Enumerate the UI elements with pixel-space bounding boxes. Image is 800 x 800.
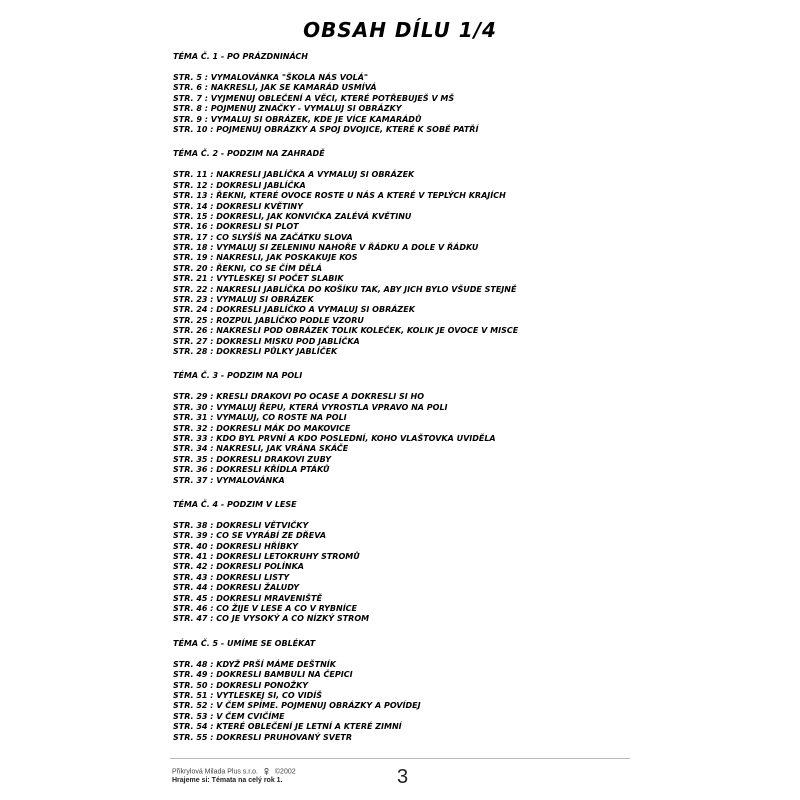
section-4 (173, 500, 643, 625)
section-topic: TÉMA Č. 1 - PO PRÁZDNINÁCH (173, 52, 308, 61)
section-topic: TÉMA Č. 5 - UMÍME SE OBLÉKAT (173, 638, 316, 648)
copyright-year: ©2002 (274, 768, 296, 776)
section-1 (173, 52, 643, 135)
toc-entry: STR. 46 : CO ŽIJE V LESE A CO V RYBNÍCE (173, 604, 357, 614)
toc-entry: STR. 33 : KDO BYL PRVNÍ A KDO POSLEDNÍ, KOHO VLAŠTOVKA UVIDĚLA (173, 433, 496, 443)
toc-entry: STR. 5 : VYMALOVÁNKA "ŠKOLA NÁS VOLÁ" (173, 73, 369, 82)
toc-entry: STR. 20 : ŘEKNI, CO SE ČÍM DĚLÁ (173, 263, 323, 273)
toc-entry: STR. 27 : DOKRESLI MISKU POD JABLÍČKA (173, 336, 360, 346)
page-title: OBSAH DÍLU 1/4 (303, 18, 497, 42)
book-title: Hrajeme si: Témata na celý rok 1. (172, 777, 283, 785)
toc-entry: STR. 49 : DOKRESLI BAMBULI NA ČEPICI (173, 670, 353, 680)
toc-entry: STR. 11 : NAKRESLI JABLÍČKA A VYMALUJ SI OBRÁZEK (173, 170, 415, 180)
toc-entry: STR. 50 : DOKRESLI PONOŽKY (173, 680, 309, 690)
toc-entry: STR. 36 : DOKRESLI KŘÍDLA PTÁKŮ (173, 465, 330, 475)
toc-entry: STR. 28 : DOKRESLI PŮLKY JABLÍČEK (173, 346, 338, 356)
publisher-logo-icon (262, 767, 271, 776)
toc-entry: STR. 32 : DOKRESLI MÁK DO MAKOVICE (173, 423, 351, 433)
toc-entry: STR. 43 : DOKRESLI LISTY (173, 572, 290, 582)
toc-entry: STR. 53 : V ČEM CVIČÍME (173, 711, 285, 721)
toc-entry: STR. 35 : DOKRESLI DRAKOVI ZUBY (173, 454, 332, 464)
toc-entry: STR. 40 : DOKRESLI HŘÍBKY (173, 541, 299, 551)
toc-entry: STR. 24 : DOKRESLI JABLÍČKO A VYMALUJ SI OBRÁZEK (173, 305, 415, 315)
footer-credits (172, 767, 296, 785)
toc-entry: STR. 48 : KDYŽ PRŠÍ MÁME DEŠTNÍK (173, 659, 336, 669)
toc-entry: STR. 34 : NAKRESLI, JAK VRÁNA SKÁČE (173, 444, 349, 454)
toc-entry: STR. 31 : VYMALUJ, CO ROSTE NA POLI (173, 413, 347, 423)
toc-entry: STR. 14 : DOKRESLI KVĚTINY (173, 201, 303, 211)
toc-entry: STR. 52 : V ČEM SPÍME. POJMENUJ OBRÁZKY A POVÍDEJ (173, 701, 421, 711)
toc-entry: STR. 26 : NAKRESLI POD OBRÁZEK TOLIK KOLEČEK, KOLIK JE OVOCE V MISCE (173, 326, 519, 336)
publisher-name: Přikrylová Milada Plus s.r.o. (172, 768, 258, 776)
toc-entry: STR. 38 : DOKRESLI VĚTVIČKY (173, 520, 309, 530)
toc-entry: STR. 55 : DOKRESLI PRUHOVANÝ SVETR (173, 732, 353, 742)
toc-entry: STR. 21 : VYTLESKEJ SI POČET SLABIK (173, 274, 344, 284)
toc-entry: STR. 45 : DOKRESLI MRAVENIŠTĚ (173, 593, 322, 603)
page-number: 3 (397, 766, 409, 788)
toc-entry: STR. 22 : NAKRESLI JABLÍČKA DO KOŠÍKU TAK, ABY JICH BYLO VŠUDE STEJNĚ (173, 284, 517, 294)
toc-entry: STR. 7 : VYJMENUJ OBLEČENÍ A VĚCI, KTERÉ POTŘEBUJEŠ V MŠ (173, 93, 455, 103)
toc-entry: STR. 29 : KRESLI DRAKOVI PO OCASE A DOKRESLI SI HO (173, 392, 425, 402)
toc-entry: STR. 37 : VYMALOVÁNKA (173, 475, 285, 485)
toc-entry: STR. 44 : DOKRESLI ŽALUDY (173, 583, 300, 593)
toc-entry: STR. 9 : VYMALUJ SI OBRÁZEK, KDE JE VÍCE KAMARÁDŮ (173, 114, 422, 124)
toc-entry: STR. 47 : CO JE VYSOKÝ A CO NÍZKÝ STROM (173, 614, 370, 624)
footer-divider (170, 758, 630, 759)
toc-entry: STR. 51 : VYTLESKEJ SI, CO VIDÍŠ (173, 690, 323, 700)
toc-entry: STR. 19 : NAKRESLI, JAK POSKAKUJE KOS (173, 253, 358, 263)
toc-entry: STR. 30 : VYMALUJ ŘEPU, KTERÁ VYROSTLA VPRAVO NA POLI (173, 402, 448, 412)
section-5 (173, 639, 643, 743)
toc-entry: STR. 12 : DOKRESLI JABLÍČKA (173, 180, 306, 190)
toc-entry: STR. 15 : DOKRESLI, JAK KONVIČKA ZALÉVÁ KVĚTINU (173, 211, 412, 221)
toc-entry: STR. 54 : KTERÉ OBLEČENÍ JE LETNÍ A KTERÉ ZIMNÍ (173, 722, 402, 732)
toc-entry: STR. 39 : CO SE VYRÁBÍ ZE DŘEVA (173, 531, 327, 541)
toc-entry: STR. 23 : VYMALUJ SI OBRÁZEK (173, 295, 314, 305)
section-topic: TÉMA Č. 3 - PODZIM NA POLI (173, 371, 303, 381)
section-topic: TÉMA Č. 4 - PODZIM V LESE (173, 499, 297, 509)
section-topic: TÉMA Č. 2 - PODZIM NA ZAHRADĚ (173, 149, 325, 159)
toc-entry: STR. 10 : POJMENUJ OBRÁZKY A SPOJ DVOJICE, KTERÉ K SOBĚ PATŘÍ (173, 124, 479, 134)
table-of-contents (173, 52, 643, 743)
toc-entry: STR. 42 : DOKRESLI POLÍNKA (173, 562, 304, 572)
toc-entry: STR. 8 : POJMENUJ ZNAČKY - VYMALUJ SI OBRÁZKY (173, 104, 402, 114)
toc-entry: STR. 25 : ROZPUL JABLÍČKO PODLE VZORU (173, 315, 364, 325)
section-3 (173, 371, 643, 486)
toc-entry: STR. 16 : DOKRESLI SI PLOT (173, 222, 299, 232)
toc-entry: STR. 17 : CO SLYŠÍŠ NA ZAČÁTKU SLOVA (173, 232, 353, 242)
toc-entry: STR. 6 : NAKRESLI, JAK SE KAMARÁD USMÍVÁ (173, 83, 377, 93)
toc-entry: STR. 41 : DOKRESLI LETOKRUHY STROMŮ (173, 552, 360, 562)
toc-entry: STR. 13 : ŘEKNI, KTERÉ OVOCE ROSTE U NÁS A KTERÉ V TEPLÝCH KRAJÍCH (173, 191, 506, 201)
toc-entry: STR. 18 : VYMALUJ SI ZELENINU NAHOŘE V ŘÁDKU A DOLE V ŘÁDKU (173, 243, 479, 253)
section-2 (173, 149, 643, 357)
